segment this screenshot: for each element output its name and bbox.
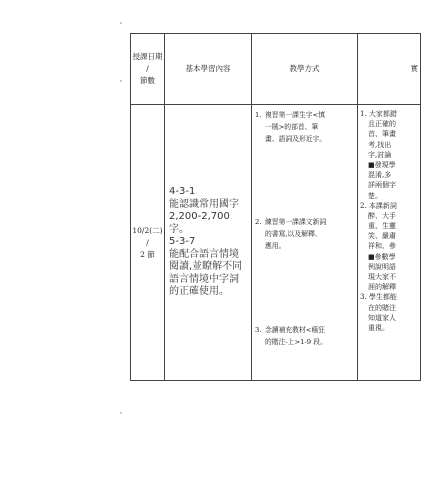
content-line: 能認識常用國字 [169, 198, 239, 210]
content-line: 閱讀,並瞭解不同 [169, 261, 243, 273]
practice-line: 例說明語 [368, 262, 396, 271]
method-line: 的書寫,以及解釋、 [265, 230, 322, 238]
margin-dot [120, 80, 122, 82]
practice-line: 重視。 [368, 323, 389, 332]
practice-line: 知道家人 [368, 313, 396, 322]
practice-line: 1. 大家都錯 [360, 110, 397, 118]
method-line: 的賭注-上>1-9 段。 [265, 338, 327, 346]
date-line: 10/2(二) [132, 225, 163, 235]
date-cell [131, 105, 165, 381]
practice-line: 詳兩個字 [368, 181, 396, 190]
practice-text [360, 109, 421, 333]
practice-line: 首、筆畫 [368, 130, 396, 139]
header-date-line: 節數 [140, 76, 155, 85]
practice-line: 祥和、參 [368, 242, 396, 251]
method-line: 應用。 [265, 242, 286, 250]
header-practice-label: 實 [410, 64, 418, 73]
margin-dot [120, 22, 122, 24]
content-line: 語言情境中字詞 [169, 273, 239, 285]
method-number: 1. [255, 111, 262, 119]
method-cell [252, 105, 358, 381]
method-item [255, 109, 355, 145]
lesson-plan-table [130, 33, 421, 381]
method-line: 一賊>的部首、筆 [265, 123, 319, 131]
practice-line: ■發現學 [368, 160, 396, 169]
practice-line: 2. 本課新詞 [360, 201, 397, 210]
margin-dot [120, 412, 122, 414]
method-item [255, 324, 355, 348]
method-line: 練習第一課課文新詞 [265, 218, 327, 226]
content-line: 2,200-2,700 字。 [169, 211, 230, 235]
header-practice-cell [358, 34, 421, 105]
content-line: 5-3-7 [169, 236, 196, 248]
practice-line: 楚。 [368, 191, 382, 200]
practice-line: 重、生靈 [368, 222, 396, 231]
content-line: 4-3-1 [169, 186, 196, 198]
method-line: 畫、語詞及形近字。 [265, 135, 327, 143]
method-number: 3. [255, 326, 262, 334]
date-line: / [146, 237, 149, 247]
practice-line: 涯的解釋 [368, 283, 396, 292]
practice-line: 在的賭注 [368, 303, 396, 312]
practice-line: ■參數學 [368, 252, 396, 261]
header-content-cell: 基本學習內容 [165, 34, 252, 105]
method-text [265, 216, 326, 252]
method-text [265, 324, 327, 348]
header-row [131, 34, 421, 105]
practice-line: 現大家不 [368, 273, 396, 281]
date-line: 2 節 [140, 249, 155, 259]
practice-line: 醉、大手 [368, 211, 396, 220]
practice-line: 字,討論 [368, 150, 392, 159]
method-line: 複習第一課生字<慎 [265, 111, 326, 119]
header-date-cell [131, 34, 165, 105]
practice-line: 且正確的 [368, 120, 396, 129]
practice-line: 混淆,多 [368, 171, 392, 180]
content-cell [165, 105, 252, 381]
content-line: 能配合語言情境 [169, 248, 239, 260]
header-method-cell: 教學方式 [252, 34, 358, 105]
practice-cell [358, 105, 421, 381]
practice-line: 考,找出 [368, 140, 392, 149]
method-item [255, 216, 355, 252]
lesson-row [131, 105, 421, 381]
method-number: 2. [255, 218, 262, 226]
content-line: 的正確使用。 [169, 286, 229, 298]
method-text [265, 109, 326, 145]
practice-line: 笑、嚴肅 [368, 232, 396, 241]
header-date-line: / [146, 64, 149, 73]
method-line: 念讀補充教材<瘋狂 [265, 326, 326, 334]
practice-line: 3. 學生都能 [360, 293, 397, 302]
header-date-line: 授課日期 [132, 52, 163, 61]
